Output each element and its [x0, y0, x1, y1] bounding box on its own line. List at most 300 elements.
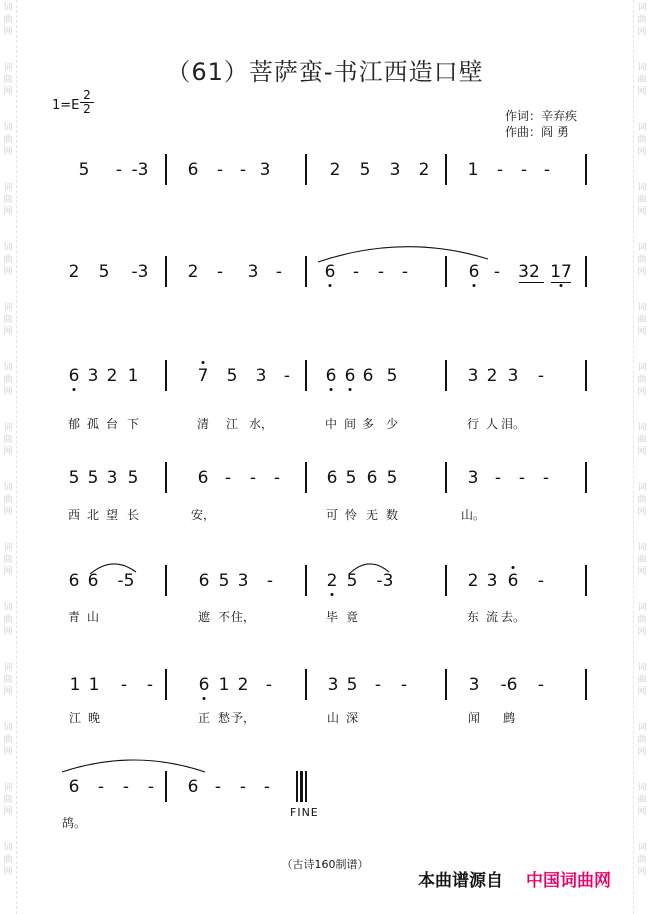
note: 6 — [68, 571, 80, 591]
watermark-char: 词 — [3, 603, 13, 613]
watermark-mark — [0, 302, 16, 338]
lyric-syllable: 不 — [217, 610, 231, 624]
watermark-char: 曲 — [3, 315, 13, 325]
note: 6 — [197, 468, 209, 488]
watermark-char: 曲 — [3, 735, 13, 745]
watermark-char: 曲 — [637, 615, 647, 625]
key-signature: 1=E — [52, 98, 80, 113]
lyric-syllable: 闻 — [467, 711, 481, 725]
note: 3 — [389, 160, 401, 180]
watermark-mark — [0, 362, 16, 398]
watermark-mark — [634, 602, 650, 638]
lyric-syllable: 水， — [248, 417, 274, 431]
lyric-syllable: 山。 — [460, 508, 486, 522]
lower-octave-dot — [560, 284, 563, 287]
lyric-syllable: 西 — [67, 508, 81, 522]
watermark-char: 词 — [3, 183, 13, 193]
watermark-char: 网 — [3, 207, 13, 217]
note: 5 — [386, 468, 398, 488]
note: 3 — [237, 571, 249, 591]
note: - — [115, 160, 123, 180]
note: 6 — [324, 262, 336, 282]
watermark-mark — [0, 2, 16, 38]
note: - — [216, 262, 224, 282]
note: - — [352, 262, 360, 282]
song-title: （61）菩萨蛮-书江西造口壁 — [166, 58, 484, 86]
note: 6 — [198, 571, 210, 591]
lyric-syllable: 台 — [105, 417, 119, 431]
watermark-char: 网 — [3, 867, 13, 877]
note: 5 — [359, 160, 371, 180]
note: - — [266, 571, 274, 591]
note: 5 — [78, 160, 90, 180]
watermark-char: 词 — [637, 843, 647, 853]
lyric-syllable: 少 — [385, 417, 399, 431]
barline — [165, 462, 167, 493]
watermark-char: 曲 — [637, 735, 647, 745]
note: - — [496, 160, 504, 180]
lyric-syllable: 可 — [325, 508, 339, 522]
watermark-char: 曲 — [3, 375, 13, 385]
barline — [445, 360, 447, 391]
note: 2 — [68, 262, 80, 282]
watermark-char: 网 — [637, 447, 647, 457]
note: 3 — [247, 262, 259, 282]
barline — [585, 360, 587, 391]
lyricist-credit: 作词：辛弃疾 — [505, 109, 578, 123]
note: - — [537, 366, 545, 386]
barline — [165, 771, 167, 802]
watermark-char: 网 — [637, 387, 647, 397]
note: 6 — [362, 366, 374, 386]
barline — [305, 154, 307, 185]
watermark-char: 网 — [3, 267, 13, 277]
lyric-syllable: 无 — [365, 508, 379, 522]
note: - — [216, 160, 224, 180]
watermark-char: 词 — [637, 123, 647, 133]
watermark-char: 曲 — [3, 795, 13, 805]
note: 5 — [346, 675, 358, 695]
watermark-char: 曲 — [3, 495, 13, 505]
lyric-syllable: 山 — [86, 610, 100, 624]
lyric-syllable: 江 — [68, 711, 82, 725]
eighth-note-underline — [519, 282, 544, 283]
watermark-char: 词 — [637, 663, 647, 673]
note: - — [494, 468, 502, 488]
lyric-syllable: 人 — [485, 417, 499, 431]
watermark-char: 词 — [3, 843, 13, 853]
barline — [585, 565, 587, 596]
note: 2 — [329, 160, 341, 180]
watermark-mark — [0, 182, 16, 218]
footnote: （古诗160制谱） — [281, 858, 369, 871]
watermark-char: 曲 — [3, 855, 13, 865]
note: - — [542, 468, 550, 488]
note: 32 — [518, 262, 540, 282]
lyric-syllable: 怜 — [344, 508, 358, 522]
lower-octave-dot — [330, 388, 333, 391]
lyric-syllable: 去。 — [500, 610, 526, 624]
barline — [165, 360, 167, 391]
note: - — [239, 777, 247, 797]
watermark-char: 曲 — [637, 495, 647, 505]
watermark-mark — [634, 182, 650, 218]
watermark-char: 网 — [637, 807, 647, 817]
note: 2 — [237, 675, 249, 695]
note: 3 — [106, 468, 118, 488]
note: 5 — [68, 468, 80, 488]
watermark-mark — [0, 422, 16, 458]
note: - — [214, 777, 222, 797]
lyric-syllable: 间 — [343, 417, 357, 431]
watermark-mark — [0, 782, 16, 818]
note: - — [122, 777, 130, 797]
barline — [305, 669, 307, 700]
note: 1 — [69, 675, 81, 695]
watermark-char: 词 — [637, 303, 647, 313]
lyric-syllable: 愁 — [217, 711, 231, 725]
note: 6 — [344, 366, 356, 386]
note: - — [374, 675, 382, 695]
note: - — [224, 468, 232, 488]
lyric-syllable: 安， — [190, 508, 216, 522]
note: 3 — [467, 468, 479, 488]
right-watermark-strip — [633, 0, 650, 914]
fine-mark: FINE — [290, 806, 319, 819]
time-signature — [80, 89, 94, 116]
note: 7 — [197, 366, 209, 386]
watermark-char: 词 — [3, 123, 13, 133]
watermark-char: 词 — [3, 723, 13, 733]
watermark-mark — [0, 662, 16, 698]
meter-denominator: 2 — [80, 102, 94, 116]
note: 6 — [187, 777, 199, 797]
watermark-char: 曲 — [637, 15, 647, 25]
barline — [165, 154, 167, 185]
lyric-syllable: 山 — [326, 711, 340, 725]
lyric-syllable: 泪。 — [500, 417, 526, 431]
watermark-char: 曲 — [637, 135, 647, 145]
watermark-mark — [634, 482, 650, 518]
left-watermark-strip — [0, 0, 17, 914]
lyric-syllable: 江 — [225, 417, 239, 431]
note: -3 — [131, 160, 149, 180]
note: - — [249, 468, 257, 488]
note: 1 — [218, 675, 230, 695]
watermark-char: 网 — [637, 267, 647, 277]
watermark-char: 词 — [637, 603, 647, 613]
site-name-link[interactable]: 中国词曲网 — [526, 871, 611, 891]
watermark-char: 网 — [3, 687, 13, 697]
lyric-syllable: 流 — [485, 610, 499, 624]
barline — [445, 462, 447, 493]
lyric-syllable: 竟 — [345, 610, 359, 624]
note: 3 — [327, 675, 339, 695]
lyric-syllable: 毕 — [325, 610, 339, 624]
lyric-syllable: 郁 — [67, 417, 81, 431]
lyric-syllable: 正 — [197, 711, 211, 725]
note: 3 — [87, 366, 99, 386]
note: - — [147, 777, 155, 797]
watermark-char: 网 — [637, 207, 647, 217]
watermark-char: 网 — [637, 567, 647, 577]
lower-octave-dot — [473, 284, 476, 287]
lyric-syllable: 住， — [230, 610, 256, 624]
note: - — [273, 468, 281, 488]
watermark-char: 网 — [3, 327, 13, 337]
note: 6 — [68, 777, 80, 797]
lower-octave-dot — [329, 284, 332, 287]
watermark-mark — [0, 542, 16, 578]
watermark-char: 词 — [637, 243, 647, 253]
composer-credit: 作曲：阎 勇 — [505, 125, 569, 139]
note: 17 — [550, 262, 572, 282]
barline — [305, 360, 307, 391]
watermark-char: 曲 — [3, 435, 13, 445]
watermark-mark — [634, 662, 650, 698]
watermark-char: 网 — [3, 627, 13, 637]
note: 2 — [418, 160, 430, 180]
watermark-char: 曲 — [3, 255, 13, 265]
watermark-char: 网 — [3, 747, 13, 757]
watermark-char: 网 — [637, 867, 647, 877]
note: 2 — [486, 366, 498, 386]
note: 3 — [259, 160, 271, 180]
watermark-char: 网 — [3, 87, 13, 97]
watermark-char: 网 — [637, 327, 647, 337]
note: - — [263, 777, 271, 797]
watermark-mark — [634, 722, 650, 758]
note: 2 — [326, 571, 338, 591]
lyric-syllable: 鸪。 — [61, 816, 87, 830]
watermark-char: 网 — [3, 27, 13, 37]
watermark-char: 曲 — [3, 135, 13, 145]
note: -3 — [131, 262, 149, 282]
barline — [305, 771, 307, 802]
watermark-char: 曲 — [3, 195, 13, 205]
note: - — [400, 675, 408, 695]
lyric-syllable: 青 — [67, 610, 81, 624]
watermark-char: 网 — [637, 27, 647, 37]
watermark-char: 词 — [637, 423, 647, 433]
barline — [165, 669, 167, 700]
slur — [318, 247, 488, 262]
watermark-mark — [634, 362, 650, 398]
watermark-mark — [634, 542, 650, 578]
watermark-char: 词 — [637, 483, 647, 493]
note: 5 — [346, 571, 358, 591]
barline — [305, 565, 307, 596]
watermark-char: 曲 — [637, 195, 647, 205]
upper-octave-dot — [512, 566, 515, 569]
lower-octave-dot — [349, 388, 352, 391]
note: 5 — [87, 468, 99, 488]
final-barline-thick — [300, 771, 303, 802]
watermark-char: 词 — [637, 783, 647, 793]
note: 5 — [127, 468, 139, 488]
note: - — [543, 160, 551, 180]
note: 6 — [198, 675, 210, 695]
note: 3 — [255, 366, 267, 386]
watermark-char: 网 — [637, 87, 647, 97]
note: - — [120, 675, 128, 695]
watermark-char: 词 — [3, 423, 13, 433]
lyric-syllable: 鹧 — [502, 711, 516, 725]
barline — [305, 256, 307, 287]
lyric-syllable: 晚 — [87, 711, 101, 725]
note: - — [537, 571, 545, 591]
note: - — [520, 160, 528, 180]
note: 6 — [187, 160, 199, 180]
barline — [305, 462, 307, 493]
watermark-mark — [0, 722, 16, 758]
watermark-char: 词 — [3, 543, 13, 553]
watermark-char: 曲 — [3, 15, 13, 25]
watermark-char: 网 — [3, 147, 13, 157]
note: - — [537, 675, 545, 695]
watermark-char: 曲 — [637, 855, 647, 865]
barline — [585, 669, 587, 700]
slur — [62, 760, 205, 772]
watermark-char: 词 — [637, 723, 647, 733]
watermark-mark — [634, 302, 650, 338]
note: - — [401, 262, 409, 282]
note: 3 — [467, 366, 479, 386]
watermark-char: 曲 — [637, 375, 647, 385]
watermark-mark — [634, 2, 650, 38]
lyric-syllable: 行 — [466, 417, 480, 431]
watermark-char: 词 — [3, 3, 13, 13]
note: 2 — [106, 366, 118, 386]
watermark-mark — [0, 242, 16, 278]
note: 6 — [507, 571, 519, 591]
note: 6 — [468, 262, 480, 282]
note: 3 — [486, 571, 498, 591]
lyric-syllable: 多 — [361, 417, 375, 431]
barline — [165, 256, 167, 287]
barline — [585, 256, 587, 287]
note: - — [377, 262, 385, 282]
lyric-syllable: 东 — [466, 610, 480, 624]
lyric-syllable: 中 — [324, 417, 338, 431]
note: - — [275, 262, 283, 282]
lower-octave-dot — [73, 388, 76, 391]
watermark-mark — [0, 602, 16, 638]
note: 5 — [345, 468, 357, 488]
note: 6 — [68, 366, 80, 386]
eighth-note-underline — [551, 282, 571, 283]
watermark-char: 网 — [637, 507, 647, 517]
watermark-char: 网 — [637, 627, 647, 637]
note: 5 — [218, 571, 230, 591]
note: - — [518, 468, 526, 488]
note: -3 — [376, 571, 394, 591]
watermark-char: 词 — [3, 663, 13, 673]
watermark-char: 曲 — [3, 555, 13, 565]
lyric-syllable: 下 — [126, 417, 140, 431]
watermark-char: 词 — [3, 483, 13, 493]
note: 1 — [467, 160, 479, 180]
watermark-mark — [0, 482, 16, 518]
watermark-char: 词 — [3, 783, 13, 793]
lyric-syllable: 北 — [86, 508, 100, 522]
watermark-char: 网 — [637, 687, 647, 697]
lyric-syllable: 孤 — [86, 417, 100, 431]
watermark-char: 词 — [637, 363, 647, 373]
note: - — [146, 675, 154, 695]
watermark-char: 词 — [3, 363, 13, 373]
note: 6 — [326, 468, 338, 488]
lyric-syllable: 清 — [196, 417, 210, 431]
watermark-char: 词 — [637, 183, 647, 193]
watermark-char: 曲 — [637, 255, 647, 265]
watermark-char: 网 — [637, 147, 647, 157]
watermark-mark — [634, 122, 650, 158]
lyric-syllable: 遮 — [197, 610, 211, 624]
watermark-char: 曲 — [3, 615, 13, 625]
note: - — [265, 675, 273, 695]
watermark-char: 词 — [637, 543, 647, 553]
note: 6 — [325, 366, 337, 386]
upper-octave-dot — [202, 361, 205, 364]
watermark-char: 网 — [3, 447, 13, 457]
watermark-char: 曲 — [3, 75, 13, 85]
watermark-char: 词 — [3, 243, 13, 253]
watermark-char: 词 — [3, 63, 13, 73]
note: - — [493, 262, 501, 282]
note: 6 — [87, 571, 99, 591]
watermark-char: 词 — [3, 303, 13, 313]
lyric-syllable: 望 — [105, 508, 119, 522]
lower-octave-dot — [331, 593, 334, 596]
watermark-char: 词 — [637, 63, 647, 73]
watermark-char: 曲 — [637, 675, 647, 685]
note: 3 — [507, 366, 519, 386]
watermark-mark — [634, 242, 650, 278]
watermark-mark — [634, 422, 650, 458]
watermark-char: 网 — [637, 747, 647, 757]
note: 3 — [468, 675, 480, 695]
note: - — [239, 160, 247, 180]
watermark-char: 曲 — [637, 315, 647, 325]
barline — [585, 154, 587, 185]
watermark-char: 曲 — [637, 75, 647, 85]
note: 2 — [187, 262, 199, 282]
lyric-syllable: 深 — [345, 711, 359, 725]
watermark-char: 网 — [3, 567, 13, 577]
barline — [165, 565, 167, 596]
watermark-char: 曲 — [637, 435, 647, 445]
note: 2 — [467, 571, 479, 591]
meter-numerator: 2 — [83, 88, 91, 102]
note: 5 — [386, 366, 398, 386]
watermark-char: 网 — [3, 807, 13, 817]
watermark-mark — [634, 782, 650, 818]
barline — [445, 669, 447, 700]
watermark-char: 网 — [3, 387, 13, 397]
watermark-char: 网 — [3, 507, 13, 517]
note: - — [97, 777, 105, 797]
watermark-char: 曲 — [637, 555, 647, 565]
barline — [445, 256, 447, 287]
note: 5 — [98, 262, 110, 282]
barline — [445, 154, 447, 185]
final-barline-thin — [296, 771, 298, 802]
note: -6 — [500, 675, 518, 695]
source-label: 本曲谱源自 — [418, 871, 503, 891]
note: 1 — [88, 675, 100, 695]
note: - — [283, 366, 291, 386]
